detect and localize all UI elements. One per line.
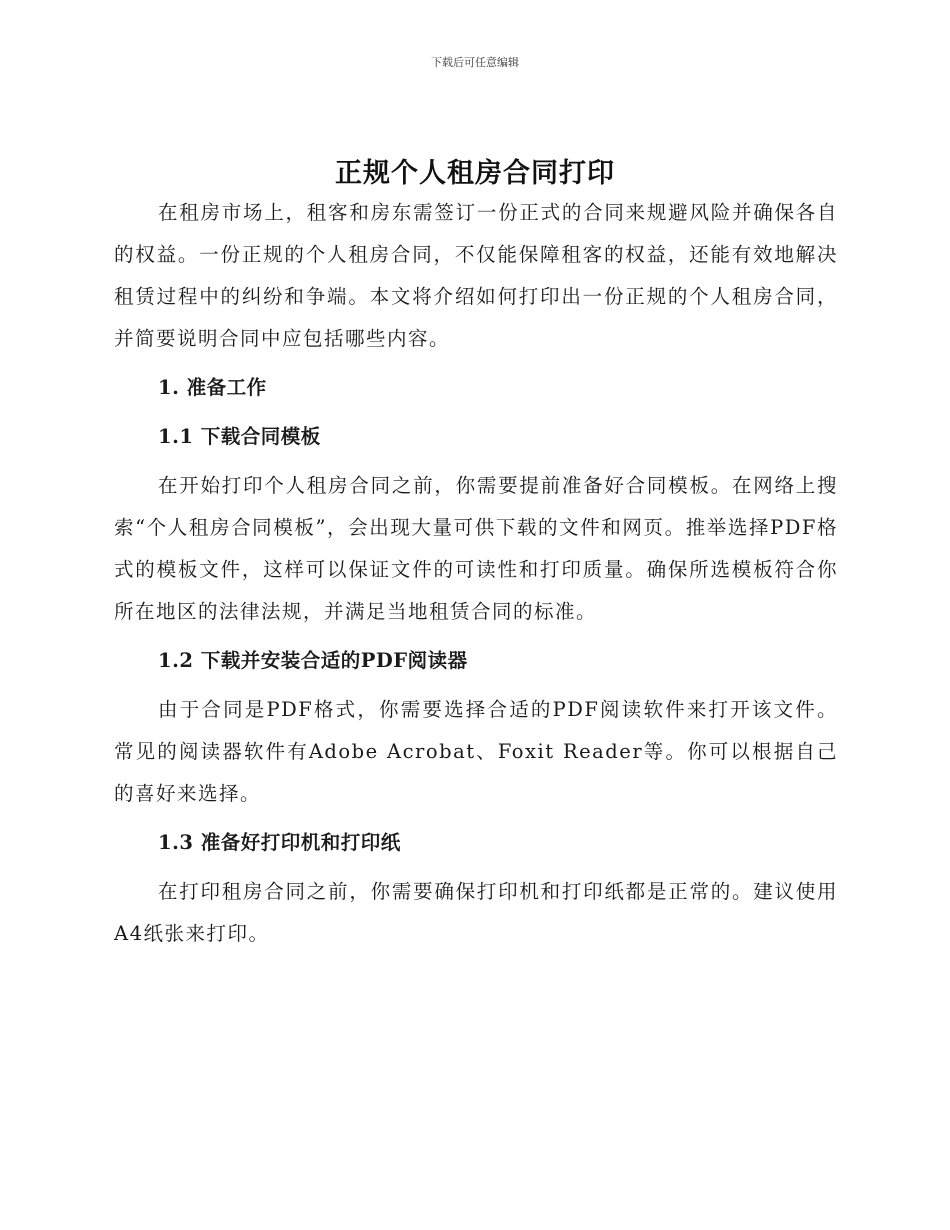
section-heading-1: 1. 准备工作 (158, 376, 267, 399)
section-body-1-2: 由于合同是PDF格式，你需要选择合适的PDF阅读软件来打开该文件。常见的阅读器软件有Adobe Acrobat、Foxit Reader等。你可以根据自己的喜好来选择。 (114, 698, 838, 805)
intro-paragraph: 在租房市场上，租客和房东需签订一份正式的合同来规避风险并确保各自的权益。一份正规的个人租房合同，不仅能保障租客的权益，还能有效地解决租赁过程中的纠纷和争端。本文将介绍如何打印出一份正规的个人租房合同，并简要说明合同中应包括哪些内容。 (114, 201, 838, 350)
section-heading-1-3: 1.3 准备好打印机和打印纸 (158, 831, 401, 854)
document-title: 正规个人租房合同打印 (335, 158, 615, 189)
section-body-1-3: 在打印租房合同之前，你需要确保打印机和打印纸都是正常的。建议使用A4纸张来打印。 (114, 880, 838, 945)
section-body-1-1: 在开始打印个人租房合同之前，你需要提前准备好合同模板。在网络上搜索“个人租房合同模板”，会出现大量可供下载的文件和网页。推举选择PDF格式的模板文件，这样可以保证文件的可读性和打印质量。确保所选模板符合你所在地区的法律法规，并满足当地租赁合同的标准。 (114, 474, 838, 623)
section-heading-1-1: 1.1 下载合同模板 (158, 425, 321, 448)
document-body (114, 192, 838, 955)
header-note: 下载后可任意编辑 (431, 56, 519, 69)
section-heading-1-2: 1.2 下载并安装合适的PDF阅读器 (158, 649, 468, 672)
